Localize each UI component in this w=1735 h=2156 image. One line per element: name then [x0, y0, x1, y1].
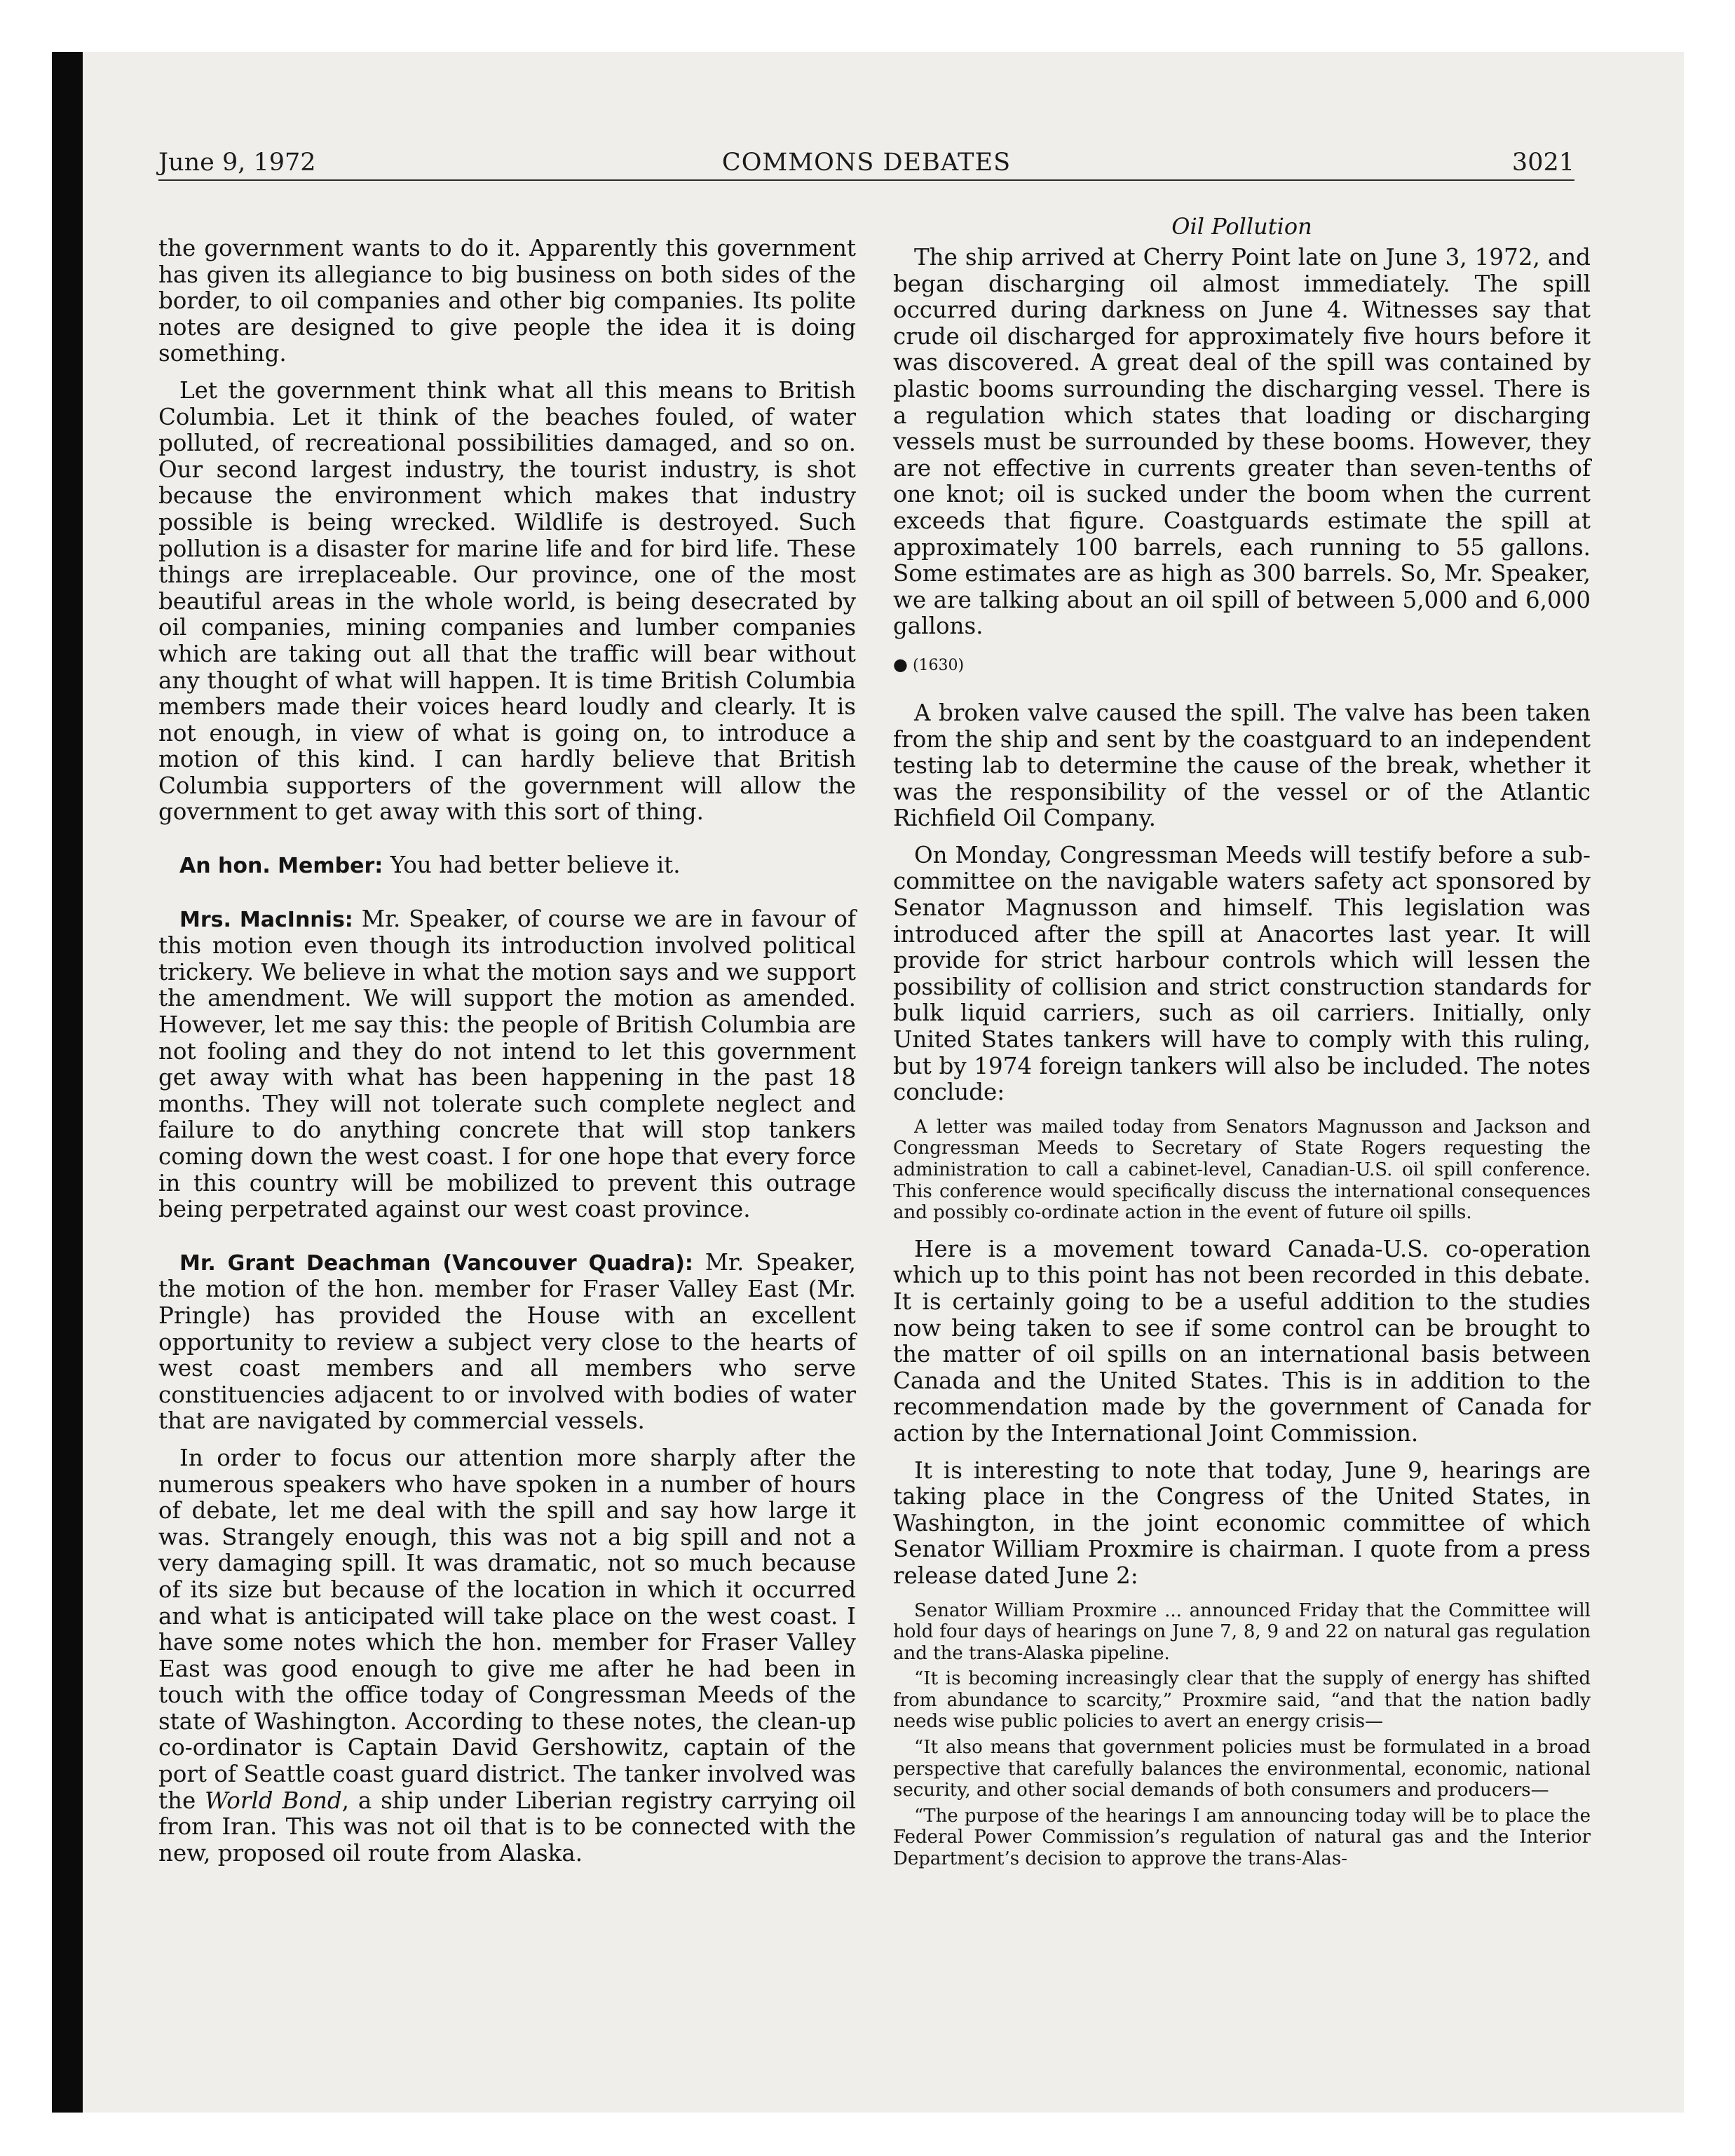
paragraph: Let the government think what all this means to British Columbia. Let it think of the beaches fouled, of water polluted, of recreational possibilities damaged, and so on. Our second largest industry, the tourist industry, is shot because the environment which makes that industry possible is being wrecked. Wildlife is destroyed. Such pollution is a disaster for marine life and for bird life. These things are irreplaceable. Our province, one of the most beautiful areas in the whole world, is being desecrated by oil companies, mining companies and lumber companies which are taking out all that the traffic will bear without any thought of what will happen. It is time British Columbia members made their voices heard loudly and clearly. It is not enough, in view of what is going on, to introduce a motion of this kind. I can hardly believe that British Columbia supporters of the government will allow the government to get away with this sort of thing. [158, 376, 856, 826]
time-stamp-text: (1630) [912, 656, 965, 674]
speech-text: You had better believe it. [390, 852, 681, 879]
header-date: June 9, 1972 [158, 149, 316, 177]
quote-paragraph: “It is becoming increasingly clear that the supply of energy has shifted from abundance to scarcity,” Proxmire said, “and that the nation badly needs wise public policies to avert an energy crisis— [893, 1668, 1591, 1733]
right-column [893, 213, 1591, 1883]
speech-mr-deachman [158, 1250, 856, 1435]
paragraph-text: In order to focus our attention more sharply after the numerous speakers who have spoken in a number of hours of debate, let me deal with the spill and say how large it was. Strangely enough, this was not a big spill and not a very damaging spill. It was dramatic, not so much because of its size but because of the location in which it occurred and what is anticipated will take place on the west coast. I have some notes which the hon. member for Fraser Valley East was good enough to give me after he had been in touch with the office today of Congressman Meeds of the state of Washington. According to these notes, the clean-up co-ordinator is Captain David Gershowitz, captain of the port of Seattle coast guard district. The tanker involved was the [158, 1444, 856, 1814]
header-page-number: 3021 [1511, 149, 1574, 177]
speaker-name: Mr. Grant Deachman (Vancouver Quadra): [179, 1250, 693, 1276]
quote-paragraph: Senator William Proxmire ... announced Friday that the Committee will hold four days of hearings on June 7, 8, 9 and 22 on natural gas regulation and the trans-Alaska pipeline. [893, 1599, 1591, 1664]
page-header [158, 149, 1574, 193]
ship-name: World Bond [205, 1787, 342, 1814]
speech-text: Mr. Speaker, of course we are in favour of this motion even though its introduction involved political trickery. We believe in what the motion says and we support the amendment. We will support the motion as amended. However, let me say this: the people of British Columbia are not fooling and they do not intend to let this government get away with what has been happening in the past 18 months. They will not tolerate such complete neglect and failure to do anything concrete that will stop tankers coming down the west coast. I for one hope that every force in this country will be mobilized to prevent this outrage being perpetrated against our west coast province. [158, 905, 856, 1223]
speech-an-hon-member [158, 852, 856, 880]
section-heading: Oil Pollution [1171, 213, 1312, 240]
speech-mrs-macinnis [158, 906, 856, 1223]
paragraph: Here is a movement toward Canada-U.S. co-operation which up to this point has not been recorded in this debate. It is certainly going to be a useful addition to the studies now being taken to see if some control can be brought to the matter of oil spills on an international basis between Canada and the United States. This is in addition to the recommendation made by the government of Canada for action by the International Joint Commission. [893, 1235, 1591, 1447]
paragraph: It is interesting to note that today, June 9, hearings are taking place in the Congress of the United States, in Washington, in the joint economic committee of which Senator William Proxmire is chairman. I quote from a press release dated June 2: [893, 1456, 1591, 1589]
speech-text: Mr. Speaker, the motion of the hon. member for Fraser Valley East (Mr. Pringle) has provided the House with an excellent opportunity to review a subject very close to the hearts of west coast members and all members who serve constituencies adjacent to or involved with bodies of water that are navigated by commercial vessels. [158, 1248, 856, 1435]
header-title: COMMONS DEBATES [721, 149, 1012, 177]
paragraph: the government wants to do it. Apparently this government has given its allegiance to big business on both sides of the border, to oil companies and other big companies. Its polite notes are designed to give people the idea it is doing something. [158, 235, 856, 367]
paragraph [158, 1445, 856, 1867]
paragraph: The ship arrived at Cherry Point late on June 3, 1972, and began discharging oil almost immediately. The spill occurred during darkness on June 4. Witnesses say that crude oil discharged for approximately five hours before it was discovered. A great deal of the spill was contained by plastic booms surrounding the discharging vessel. There is a regulation which states that loading or discharging vessels must be surrounded by these booms. However, they are not effective in currents greater than seven-tenths of one knot; oil is sucked under the boom when the current exceeds that figure. Coastguards estimate the spill at approximately 100 barrels, each running to 55 gallons. Some estimates are as high as 300 barrels. So, Mr. Speaker, we are talking about an oil spill of between 5,000 and 6,000 gallons. [893, 244, 1591, 640]
block-quote [893, 1600, 1591, 1870]
header-rule [158, 179, 1574, 181]
speaker-name: Mrs. MacInnis: [179, 907, 353, 932]
paragraph: A broken valve caused the spill. The valve has been taken from the ship and sent by the coastguard to an independent testing lab to determine the cause of the break, whether it was the responsibility of the vessel or of the Atlantic Richfield Oil Company. [893, 699, 1591, 832]
quote-paragraph: A letter was mailed today from Senators Magnusson and Jackson and Congressman Meeds to Secretary of State Rogers requesting the administration to call a cabinet-level, Canadian-U.S. oil spill conference. This conference would specifically discuss the international consequences and possibly co-ordinate action in the event of future oil spills. [893, 1116, 1591, 1224]
time-stamp [893, 654, 1591, 676]
left-column [158, 236, 856, 1877]
speaker-name: An hon. Member: [179, 854, 383, 879]
scan-edge-shadow [52, 52, 83, 2113]
paragraph: On Monday, Congressman Meeds will testify before a sub-committee on the navigable waters safety act sponsored by Senator Magnusson and himself. This legislation was introduced after the spill at Anacortes last year. It will provide for strict harbour controls which will lessen the possibility of collision and strict construction standards for bulk liquid carriers, such as oil carriers. Initially, only United States tankers will have to comply with this ruling, but by 1974 foreign tankers will also be included. The notes conclude: [893, 841, 1591, 1106]
paragraph-text: , a ship under Liberian registry carrying oil from Iran. This was not oil that is to be connected with the new, proposed oil route from Alaska. [158, 1787, 856, 1867]
block-quote [893, 1117, 1591, 1224]
quote-paragraph: “The purpose of the hearings I am announcing today will be to place the Federal Power Commission’s regulation of natural gas and the Interior Department’s decision to approve the trans-Alas- [893, 1805, 1591, 1870]
bullet-icon: ● [893, 654, 908, 674]
quote-paragraph: “It also means that government policies must be formulated in a broad perspective that carefully balances the environmental, economic, national security, and other social demands of both consumers and producers— [893, 1737, 1591, 1801]
scanned-page [52, 52, 1684, 2113]
